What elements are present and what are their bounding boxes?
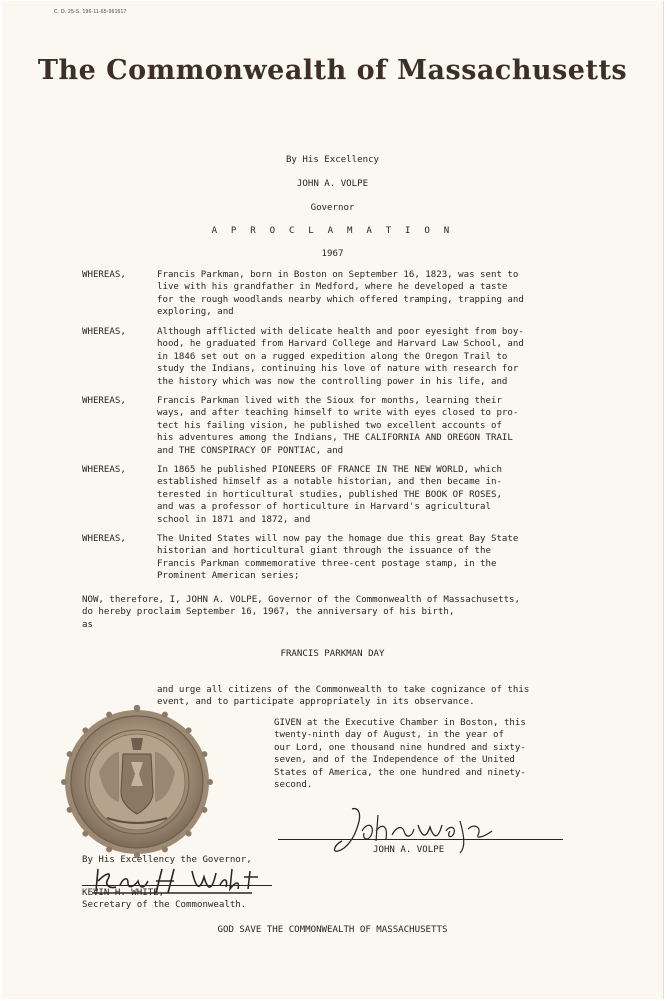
whereas-label: WHEREAS, bbox=[82, 396, 126, 406]
now-therefore-clause: NOW, therefore, I, JOHN A. VOLPE, Governor of the Commonwealth of Massachusetts, do hereby proclaim September 16, 1967, the anniversary of his birth, as bbox=[82, 595, 520, 630]
proclamation-title: A P R O C L A M A T I O N bbox=[211, 226, 454, 236]
urge-clause: and urge all citizens of the Commonwealth to take cognizance of this event, and to participate appropriately in its observance. bbox=[157, 685, 530, 708]
header-governor-name: JOHN A. VOLPE bbox=[296, 179, 369, 189]
form-number: C. D. 25-S. 196-11-65-961617 bbox=[54, 9, 127, 15]
whereas-text: Francis Parkman lived with the Sioux for months, learning their ways, and after teaching himself to write with eyes closed to pro- tect his failing vision, he published two excellent accounts of his adventures among the Indians, THE CALIFORNIA AND OREGON TRAIL and THE CONSPIRACY OF PONTIAC, and bbox=[157, 396, 519, 456]
closing-line: GOD SAVE THE COMMONWEALTH OF MASSACHUSETTS bbox=[217, 925, 448, 935]
governor-name: JOHN A. VOLPE bbox=[373, 845, 445, 855]
attest-line: By His Excellency the Governor, bbox=[82, 855, 252, 865]
secretary-signature-line bbox=[82, 885, 272, 886]
secretary-name: KEVIN H. WHITE, Secretary of the Commonwealth. bbox=[82, 888, 247, 911]
day-name: FRANCIS PARKMAN DAY bbox=[280, 649, 385, 659]
whereas-label: WHEREAS, bbox=[82, 270, 126, 280]
whereas-text: The United States will now pay the homage due this great Bay State historian and horticultural giant through the issuance of the Francis Parkman commemorative three-cent postage stamp, in the Prominent American series; bbox=[157, 534, 519, 582]
given-clause: GIVEN at the Executive Chamber in Boston, this twenty-ninth day of August, in the year of our Lord, one thousand nine hundred and sixty- seven, and of the Independence of the United States of America, the one hundred and ninety- second. bbox=[274, 718, 526, 791]
proclamation-page bbox=[2, 1, 664, 999]
whereas-label: WHEREAS, bbox=[82, 534, 126, 544]
governor-signature-line bbox=[278, 839, 563, 840]
commonwealth-seal-icon bbox=[60, 705, 214, 859]
whereas-text: Although afflicted with delicate health and poor eyesight from boy- hood, he graduated from Harvard College and Harvard Law School, and in 1846 set out on a rugged expedition along the Oregon Trail to study the Indians, continuing his love of nature with research for the history which was now the controlling power in his life, and bbox=[157, 327, 524, 387]
whereas-label: WHEREAS, bbox=[82, 465, 126, 475]
proclamation-year: 1967 bbox=[321, 249, 344, 259]
whereas-text: In 1865 he published PIONEERS OF FRANCE IN THE NEW WORLD, which established himself as a notable historian, and then became in- terested in horticultural studies, published THE BOOK OF ROSES, and was a professor of horticulture in Harvard's agricultural school in 1871 and 1872, and bbox=[157, 465, 502, 525]
whereas-text: Francis Parkman, born in Boston on September 16, 1823, was sent to live with his grandfather in Medford, where he developed a taste for the rough woodlands nearby which offered tramping, trapping and exploring, and bbox=[157, 270, 524, 318]
header-role: Governor bbox=[310, 203, 355, 213]
whereas-label: WHEREAS, bbox=[82, 327, 126, 337]
header-line: By His Excellency bbox=[285, 155, 380, 165]
masthead-title: The Commonwealth of Massachusetts bbox=[37, 55, 628, 86]
